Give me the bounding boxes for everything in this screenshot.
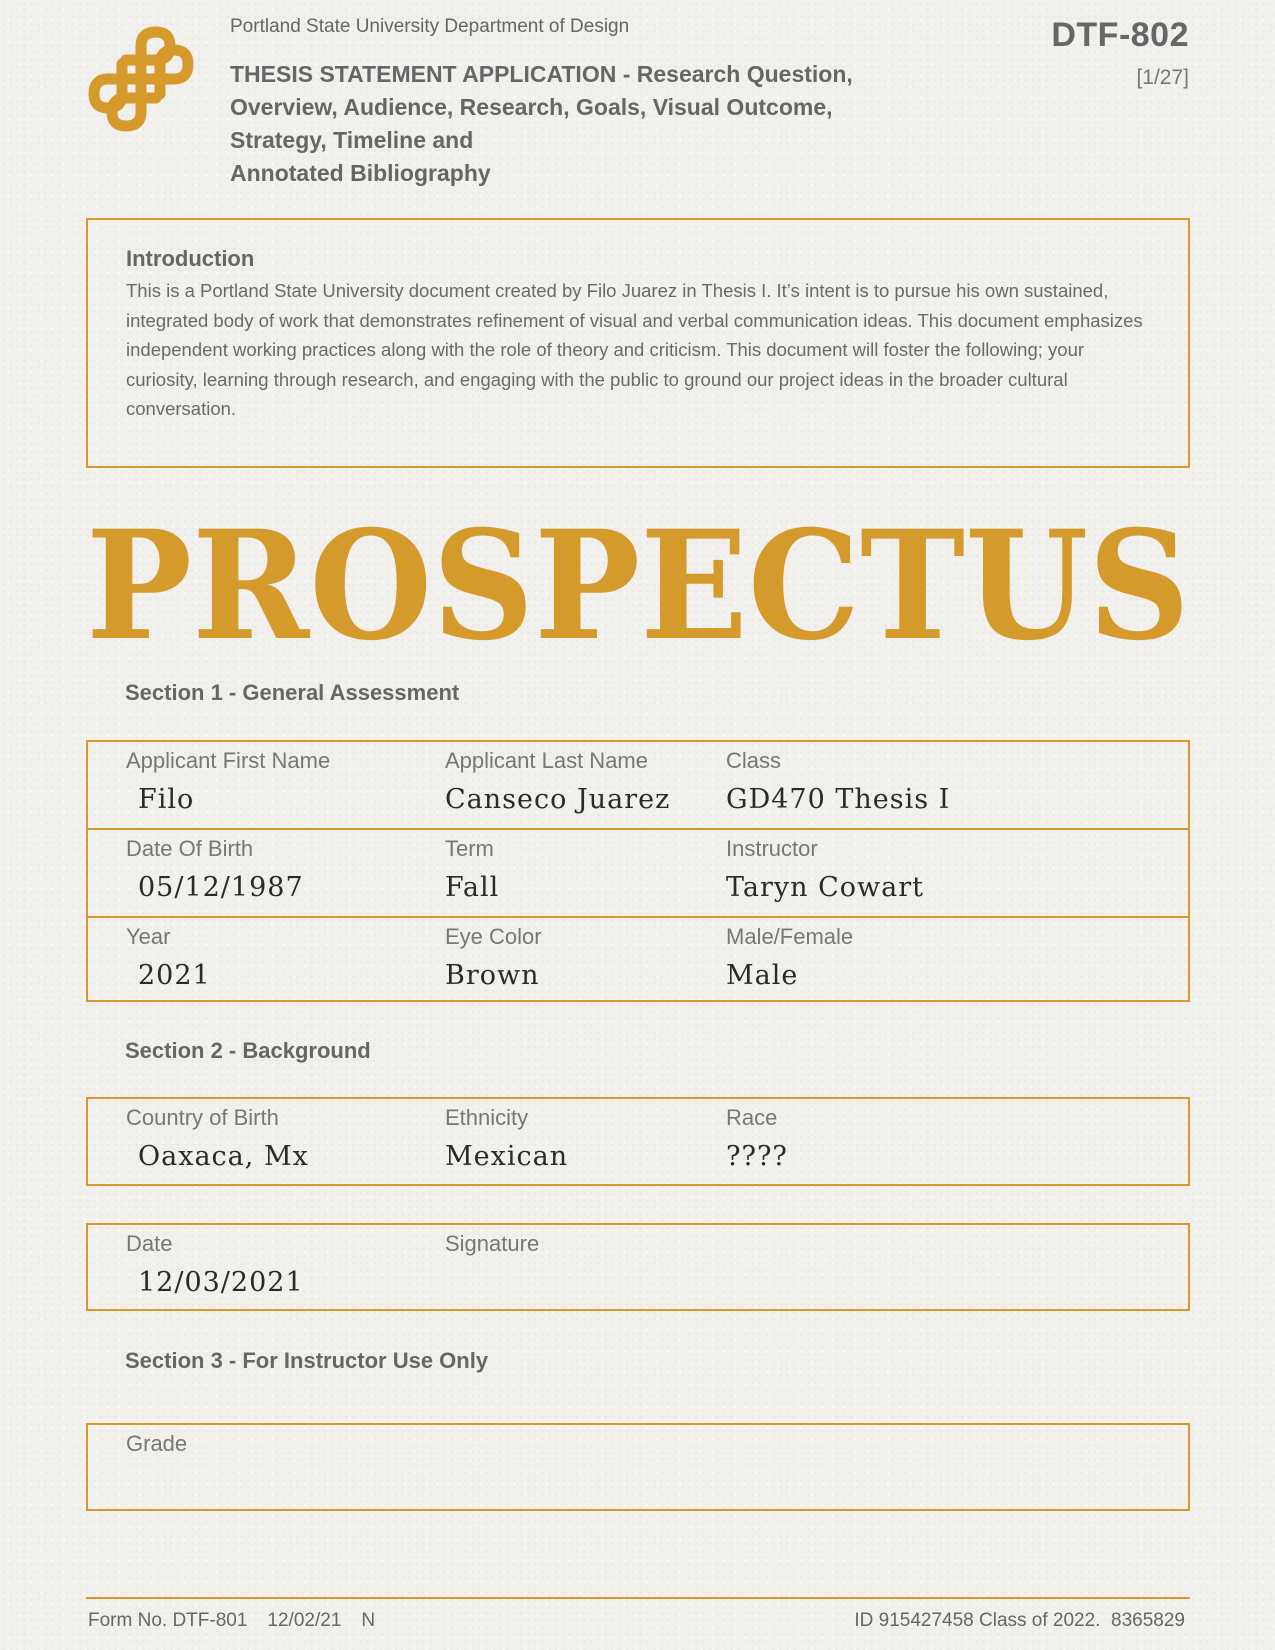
title-line: Strategy, Timeline and <box>230 127 474 153</box>
footer-form-info <box>88 1610 395 1632</box>
field-value: GD470 Thesis I <box>726 784 951 815</box>
field-value: Fall <box>445 872 500 903</box>
table-row <box>88 830 1188 918</box>
table-row <box>88 1099 1188 1185</box>
class-field[interactable] <box>726 748 950 815</box>
table-row <box>88 1425 1188 1511</box>
form-id: DTF-802 <box>1051 16 1189 54</box>
background-table <box>86 1097 1190 1186</box>
prospectus-banner <box>86 520 1190 660</box>
field-label: Signature <box>445 1231 540 1256</box>
field-label: Grade <box>126 1431 188 1456</box>
race-field[interactable] <box>726 1105 788 1172</box>
form-code: N <box>361 1610 376 1631</box>
title-line: Overview, Audience, Research, Goals, Visual Outcome, <box>230 94 833 120</box>
field-label: Year <box>126 924 171 949</box>
field-value: ???? <box>726 1141 788 1172</box>
section-1-heading: Section 1 - General Assessment <box>125 680 460 705</box>
field-value: Taryn Cowart <box>726 872 925 903</box>
year-field[interactable] <box>126 924 211 991</box>
field-value: 12/03/2021 <box>138 1267 304 1298</box>
field-value: Filo <box>138 784 195 815</box>
last-name-field[interactable] <box>445 748 670 815</box>
table-row <box>88 742 1188 830</box>
field-value: Canseco Juarez <box>445 784 671 815</box>
field-label: Term <box>445 836 494 861</box>
table-row <box>88 1225 1188 1311</box>
prospectus-title: PROSPECTUS <box>86 520 1190 660</box>
form-number: Form No. DTF-801 <box>88 1610 248 1631</box>
student-id: ID 915427458 Class of 2022. <box>854 1610 1101 1631</box>
first-name-field[interactable] <box>126 748 330 815</box>
gender-field[interactable] <box>726 924 853 991</box>
title-line: THESIS STATEMENT APPLICATION - Research Question, <box>230 61 853 87</box>
eye-color-field[interactable] <box>445 924 542 991</box>
field-label: Eye Color <box>445 924 542 949</box>
field-label: Male/Female <box>726 924 854 949</box>
form-date: 12/02/21 <box>267 1610 342 1631</box>
psu-logo-icon <box>86 24 196 134</box>
signature-field[interactable] <box>445 1231 539 1257</box>
footer-divider <box>86 1597 1190 1599</box>
date-of-birth-field[interactable] <box>126 836 304 903</box>
department-name: Portland State University Department of Design <box>230 16 630 37</box>
field-label: Date Of Birth <box>126 836 254 861</box>
field-label: Applicant Last Name <box>445 748 648 773</box>
field-label: Instructor <box>726 836 818 861</box>
instructor-table <box>86 1423 1190 1511</box>
introduction-body: This is a Portland State University document created by Filo Juarez in Thesis I. It’s intent is to pursue his own sustained, integrated body of work that demonstrates refinement of visual and verbal communication ideas. This document emphasizes independent working practices along with the role of theory and criticism. This document will foster the following; your curiosity, learning through research, and engaging with the public to ground our project ideas in the broader cultural conversation. <box>126 280 1143 419</box>
field-label: Country of Birth <box>126 1105 279 1130</box>
field-value: 05/12/1987 <box>138 872 304 903</box>
introduction-box <box>86 218 1190 468</box>
section-2-heading: Section 2 - Background <box>125 1038 371 1063</box>
date-field[interactable] <box>126 1231 304 1298</box>
field-label: Applicant First Name <box>126 748 331 773</box>
field-label: Class <box>726 748 782 773</box>
field-label: Date <box>126 1231 173 1256</box>
footer-id-info <box>854 1610 1185 1632</box>
field-value: Mexican <box>445 1141 569 1172</box>
field-value: Brown <box>445 960 540 991</box>
ethnicity-field[interactable] <box>445 1105 568 1172</box>
application-title <box>230 58 930 190</box>
section-3-heading: Section 3 - For Instructor Use Only <box>125 1348 489 1373</box>
instructor-field[interactable] <box>726 836 924 903</box>
title-line: Annotated Bibliography <box>230 160 491 186</box>
country-of-birth-field[interactable] <box>126 1105 309 1172</box>
general-assessment-table <box>86 740 1190 1002</box>
field-value: Oaxaca, Mx <box>138 1141 309 1172</box>
table-row <box>88 918 1188 1004</box>
introduction-heading: Introduction <box>126 246 255 271</box>
grade-field[interactable] <box>126 1431 187 1457</box>
field-value: Male <box>726 960 799 991</box>
serial-number: 8365829 <box>1111 1610 1185 1631</box>
field-label: Race <box>726 1105 778 1130</box>
field-value: 2021 <box>138 960 211 991</box>
page-number: [1/27] <box>1136 66 1189 89</box>
term-field[interactable] <box>445 836 499 903</box>
signoff-table <box>86 1223 1190 1311</box>
field-label: Ethnicity <box>445 1105 529 1130</box>
